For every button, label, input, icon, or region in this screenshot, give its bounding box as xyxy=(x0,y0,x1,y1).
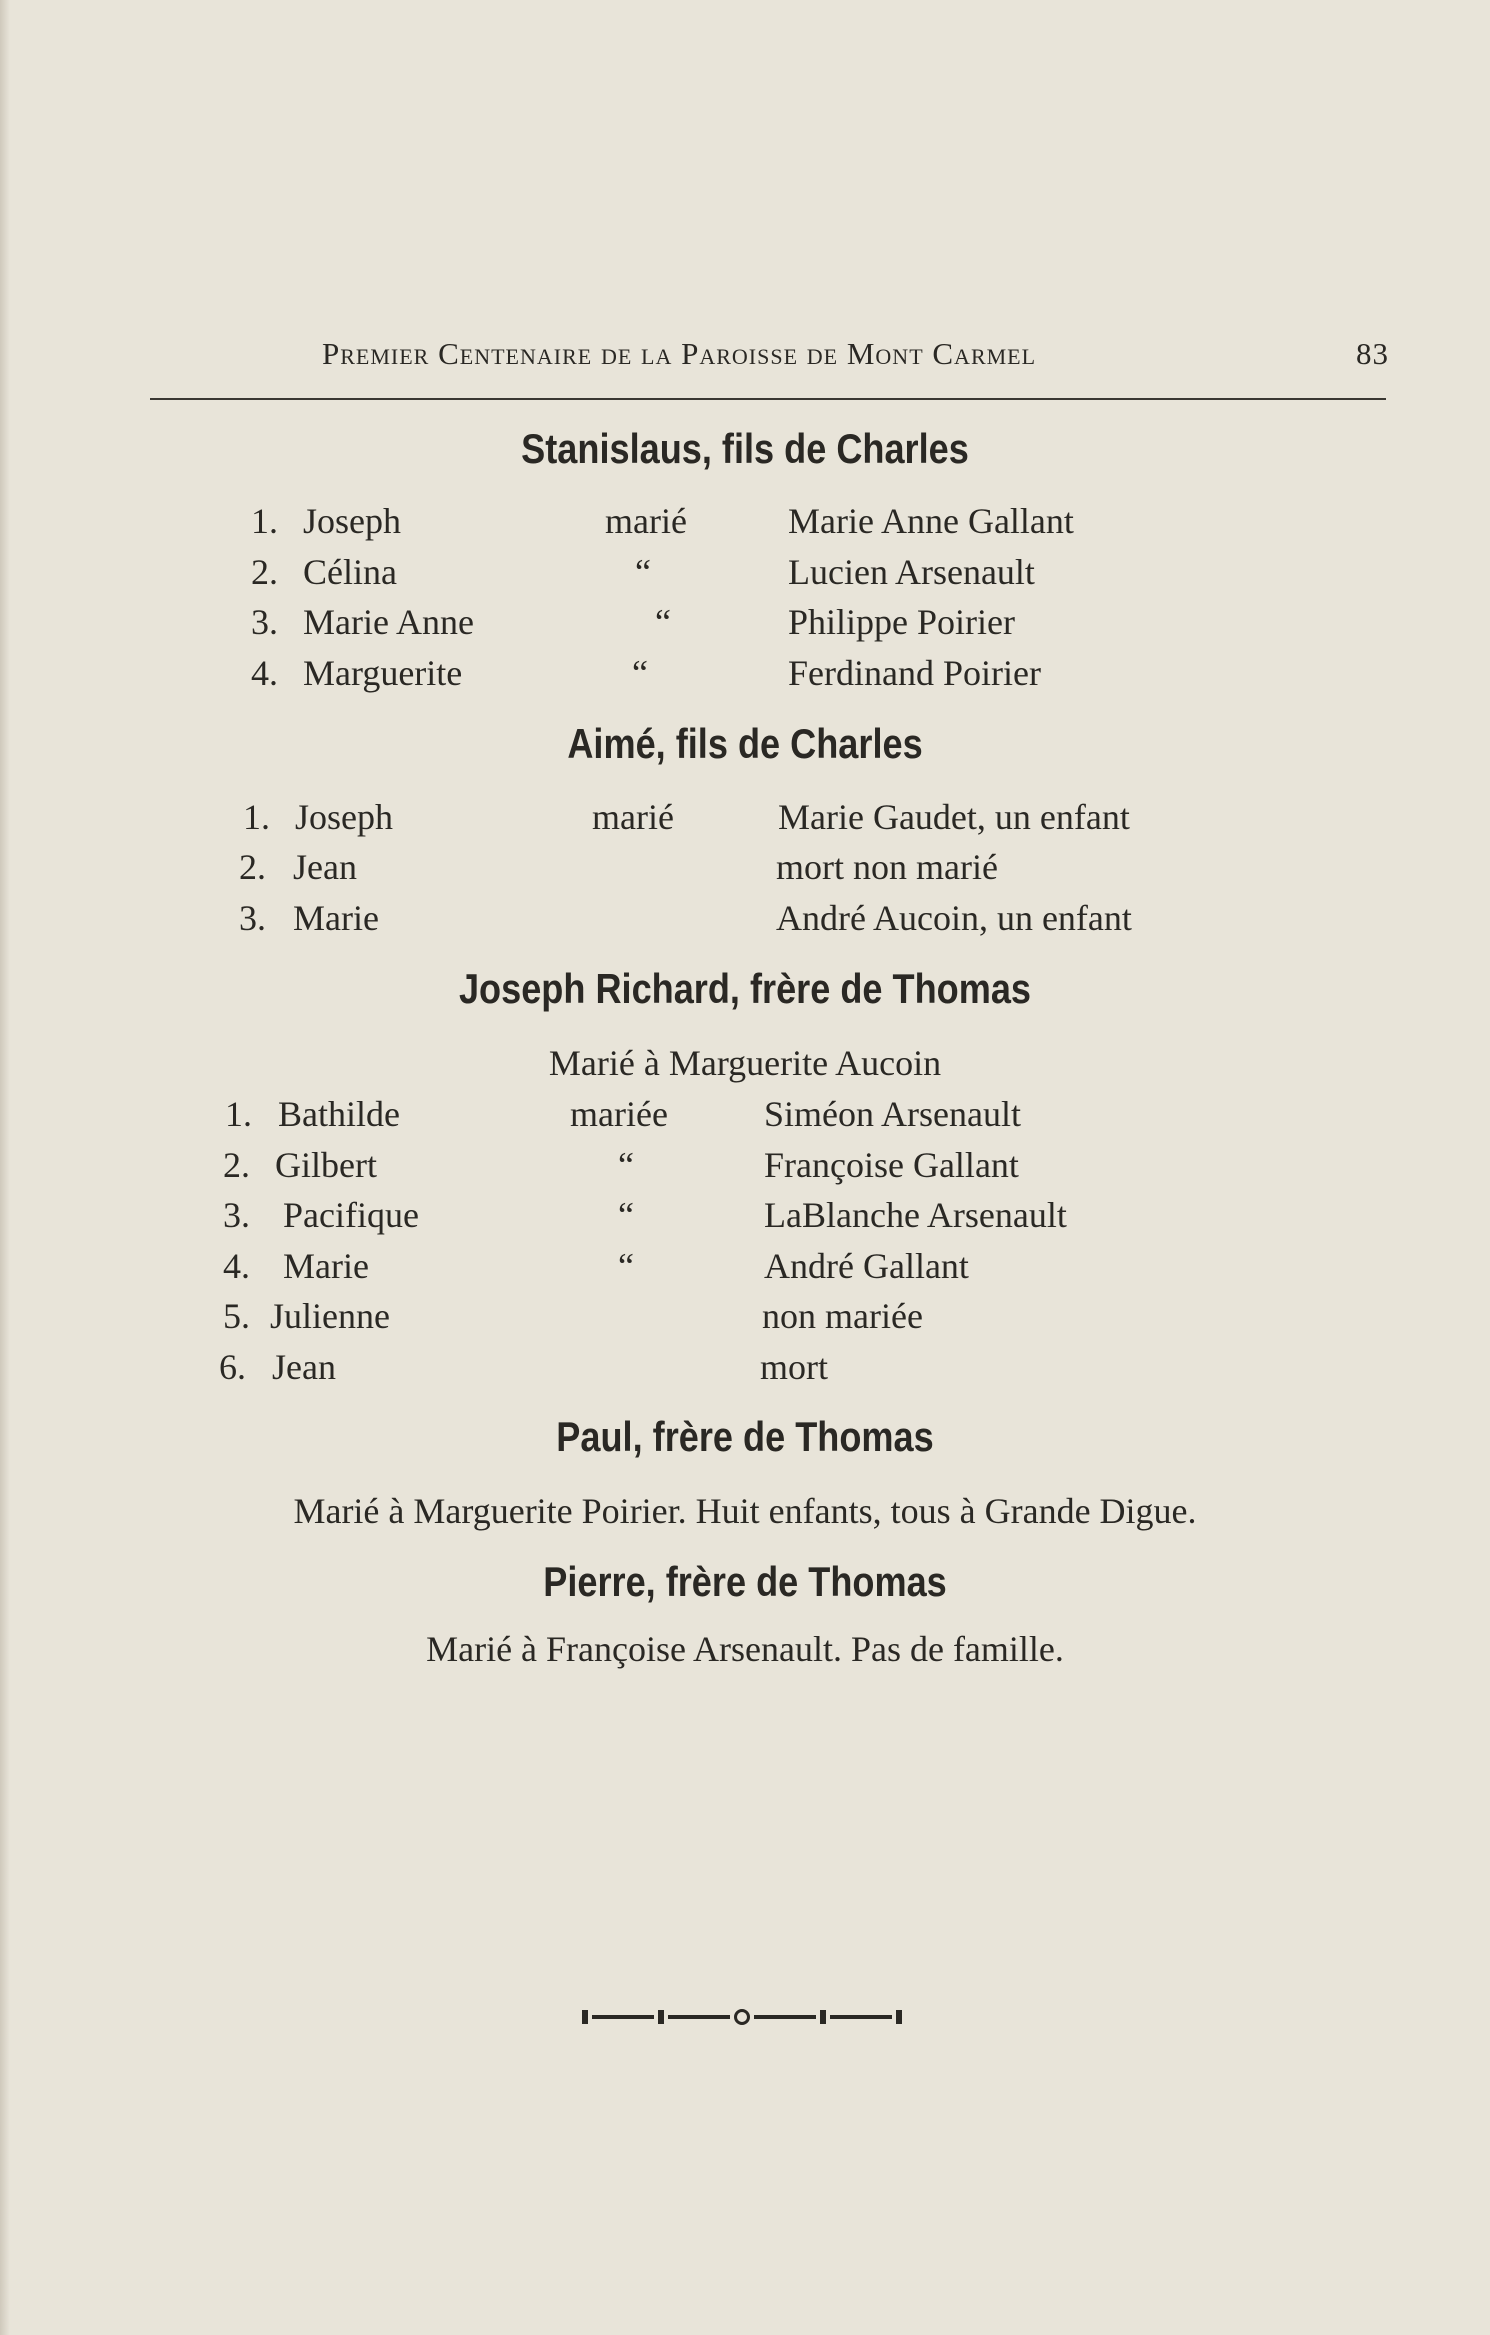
entry-number: 3. xyxy=(251,602,278,642)
pierre-text: Marié à Françoise Arsenault. Pas de famille. xyxy=(426,1629,1064,1669)
married-to-line: Marié à Marguerite Aucoin xyxy=(548,1043,942,1083)
section-heading-pierre: Pierre, frère de Thomas xyxy=(543,1558,947,1605)
entry-name: Jean xyxy=(272,1347,336,1387)
entry-name: Marie xyxy=(283,1246,369,1286)
entry-number: 4. xyxy=(223,1246,250,1286)
entry-number: 4. xyxy=(251,653,278,693)
entry-number: 6. xyxy=(219,1347,246,1387)
entry-spouse: Lucien Arsenault xyxy=(788,552,1035,592)
entry-relation: “ xyxy=(632,653,648,693)
entry-spouse: mort non marié xyxy=(776,847,998,887)
entry-relation: marié xyxy=(592,797,674,837)
ornament-bar xyxy=(830,2015,892,2019)
section-heading-paul: Paul, frère de Thomas xyxy=(556,1413,934,1460)
entry-number: 2. xyxy=(251,552,278,592)
header-rule xyxy=(150,398,1386,400)
entry-name: Joseph xyxy=(303,501,401,541)
entry-name: Pacifique xyxy=(283,1195,419,1235)
ornament-tick xyxy=(820,2010,826,2024)
entry-relation: “ xyxy=(618,1145,634,1185)
entry-number: 3. xyxy=(223,1195,250,1235)
entry-spouse: Marie Anne Gallant xyxy=(788,501,1074,541)
entry-name: Marie Anne xyxy=(303,602,474,642)
entry-relation: “ xyxy=(655,602,671,642)
paul-text: Marié à Marguerite Poirier. Huit enfants, tous à Grande Digue. xyxy=(293,1491,1197,1531)
section-heading-aime: Aimé, fils de Charles xyxy=(567,720,923,767)
entry-number: 2. xyxy=(239,847,266,887)
ornament-tick xyxy=(896,2010,902,2024)
entry-name: Célina xyxy=(303,552,397,592)
entry-spouse: Françoise Gallant xyxy=(764,1145,1019,1185)
entry-number: 5. xyxy=(223,1296,250,1336)
ornament-tick xyxy=(658,2010,664,2024)
entry-name: Marguerite xyxy=(303,653,463,693)
entry-relation: “ xyxy=(618,1246,634,1286)
entry-spouse: mort xyxy=(760,1347,828,1387)
ornament-bar xyxy=(668,2015,730,2019)
entry-spouse: Philippe Poirier xyxy=(788,602,1015,642)
ornament-bar xyxy=(754,2015,816,2019)
entry-name: Joseph xyxy=(295,797,393,837)
entry-number: 3. xyxy=(239,898,266,938)
ornament-bar xyxy=(592,2015,654,2019)
ornament-divider xyxy=(582,2010,902,2024)
entry-relation: “ xyxy=(618,1195,634,1235)
section-heading-joseph-richard: Joseph Richard, frère de Thomas xyxy=(458,965,1032,1012)
ornament-center xyxy=(734,2009,750,2025)
entry-name: Jean xyxy=(293,847,357,887)
page-number: 83 xyxy=(1356,336,1389,371)
entry-number: 1. xyxy=(251,501,278,541)
entry-number: 2. xyxy=(223,1145,250,1185)
running-header xyxy=(322,336,1389,372)
entry-spouse: André Gallant xyxy=(764,1246,969,1286)
entry-relation: marié xyxy=(605,501,687,541)
entry-spouse: Ferdinand Poirier xyxy=(788,653,1041,693)
entry-spouse: Marie Gaudet, un enfant xyxy=(778,797,1130,837)
entry-number: 1. xyxy=(243,797,270,837)
page-edge xyxy=(0,0,10,2335)
entry-spouse: Siméon Arsenault xyxy=(764,1094,1021,1134)
entry-relation: mariée xyxy=(570,1094,668,1134)
entry-name: Bathilde xyxy=(278,1094,400,1134)
entry-name: Gilbert xyxy=(275,1145,377,1185)
section-heading-stanislaus: Stanislaus, fils de Charles xyxy=(521,425,969,472)
ornament-tick xyxy=(582,2010,588,2024)
entry-relation: “ xyxy=(635,552,651,592)
entry-name: Julienne xyxy=(270,1296,390,1336)
entry-name: Marie xyxy=(293,898,379,938)
entry-number: 1. xyxy=(225,1094,252,1134)
entry-spouse: non mariée xyxy=(762,1296,923,1336)
entry-spouse: André Aucoin, un enfant xyxy=(776,898,1132,938)
header-title: Premier Centenaire de la Paroisse de Mont Carmel xyxy=(322,336,1037,371)
entry-spouse: LaBlanche Arsenault xyxy=(764,1195,1067,1235)
